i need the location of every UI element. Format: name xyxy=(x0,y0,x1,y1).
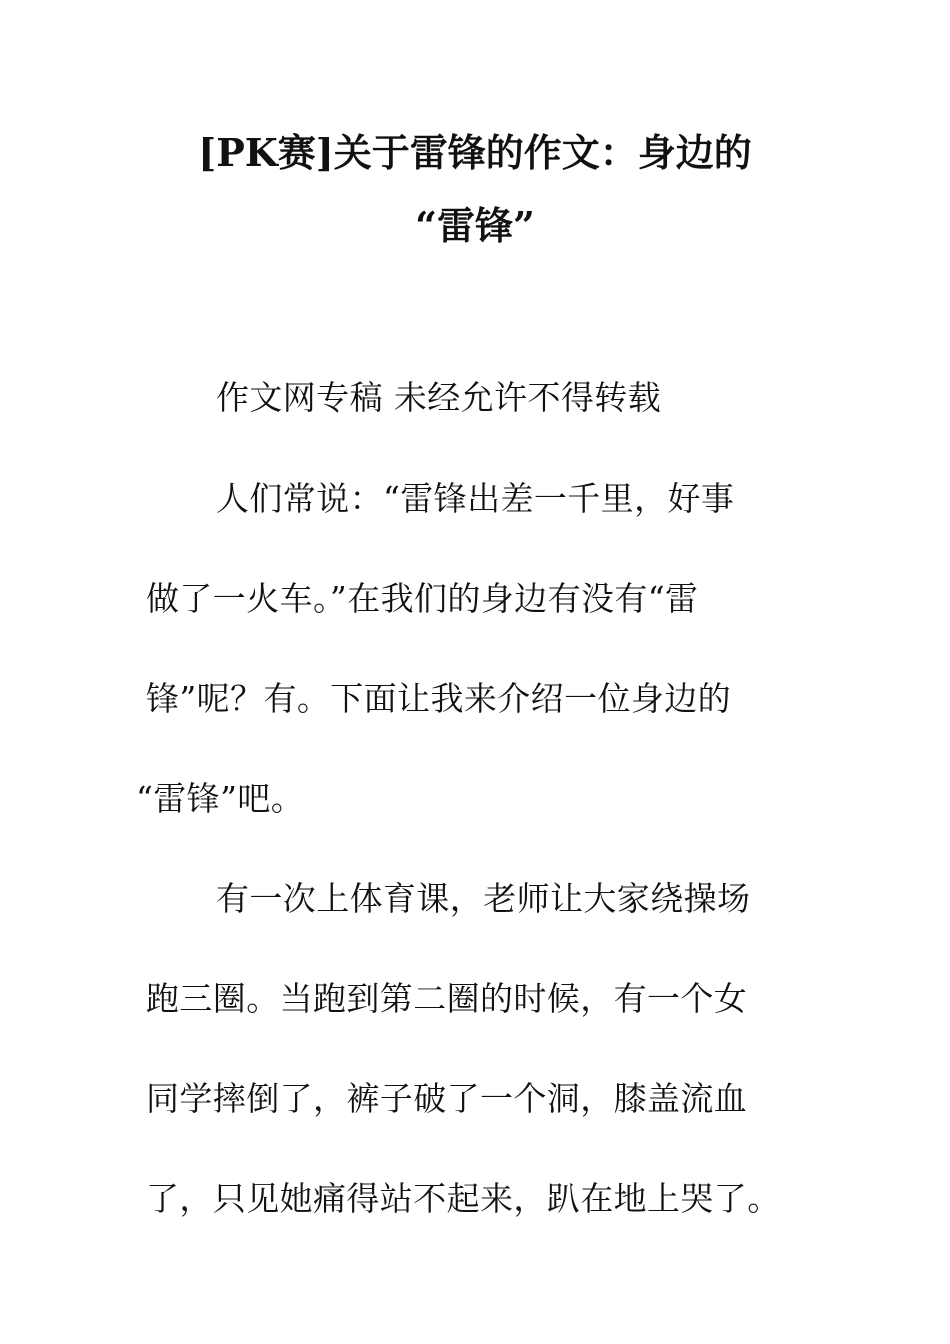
body-line-5: “雷锋”吧。 xyxy=(136,779,305,818)
body-line-7: 跑三圈。当跑到第二圈的时候，有一个女 xyxy=(146,979,748,1018)
body-line-8: 同学摔倒了，裤子破了一个洞，膝盖流血 xyxy=(146,1079,748,1118)
body-line-1: 作文网专稿 未经允许不得转载 xyxy=(216,378,662,417)
document-title-line-2: “雷锋” xyxy=(415,203,535,248)
body-line-4: 锋”呢？有。下面让我来介绍一位身边的 xyxy=(146,679,732,718)
body-line-6: 有一次上体育课，老师让大家绕操场 xyxy=(216,879,751,918)
body-line-2: 人们常说：“雷锋出差一千里，好事 xyxy=(216,479,735,518)
body-line-3: 做了一火车。”在我们的身边有没有“雷 xyxy=(146,579,699,618)
body-line-9: 了，只见她痛得站不起来，趴在地上哭了。 xyxy=(146,1179,781,1218)
document-title-line-1: [PK赛]关于雷锋的作文：身边的 xyxy=(198,130,752,175)
